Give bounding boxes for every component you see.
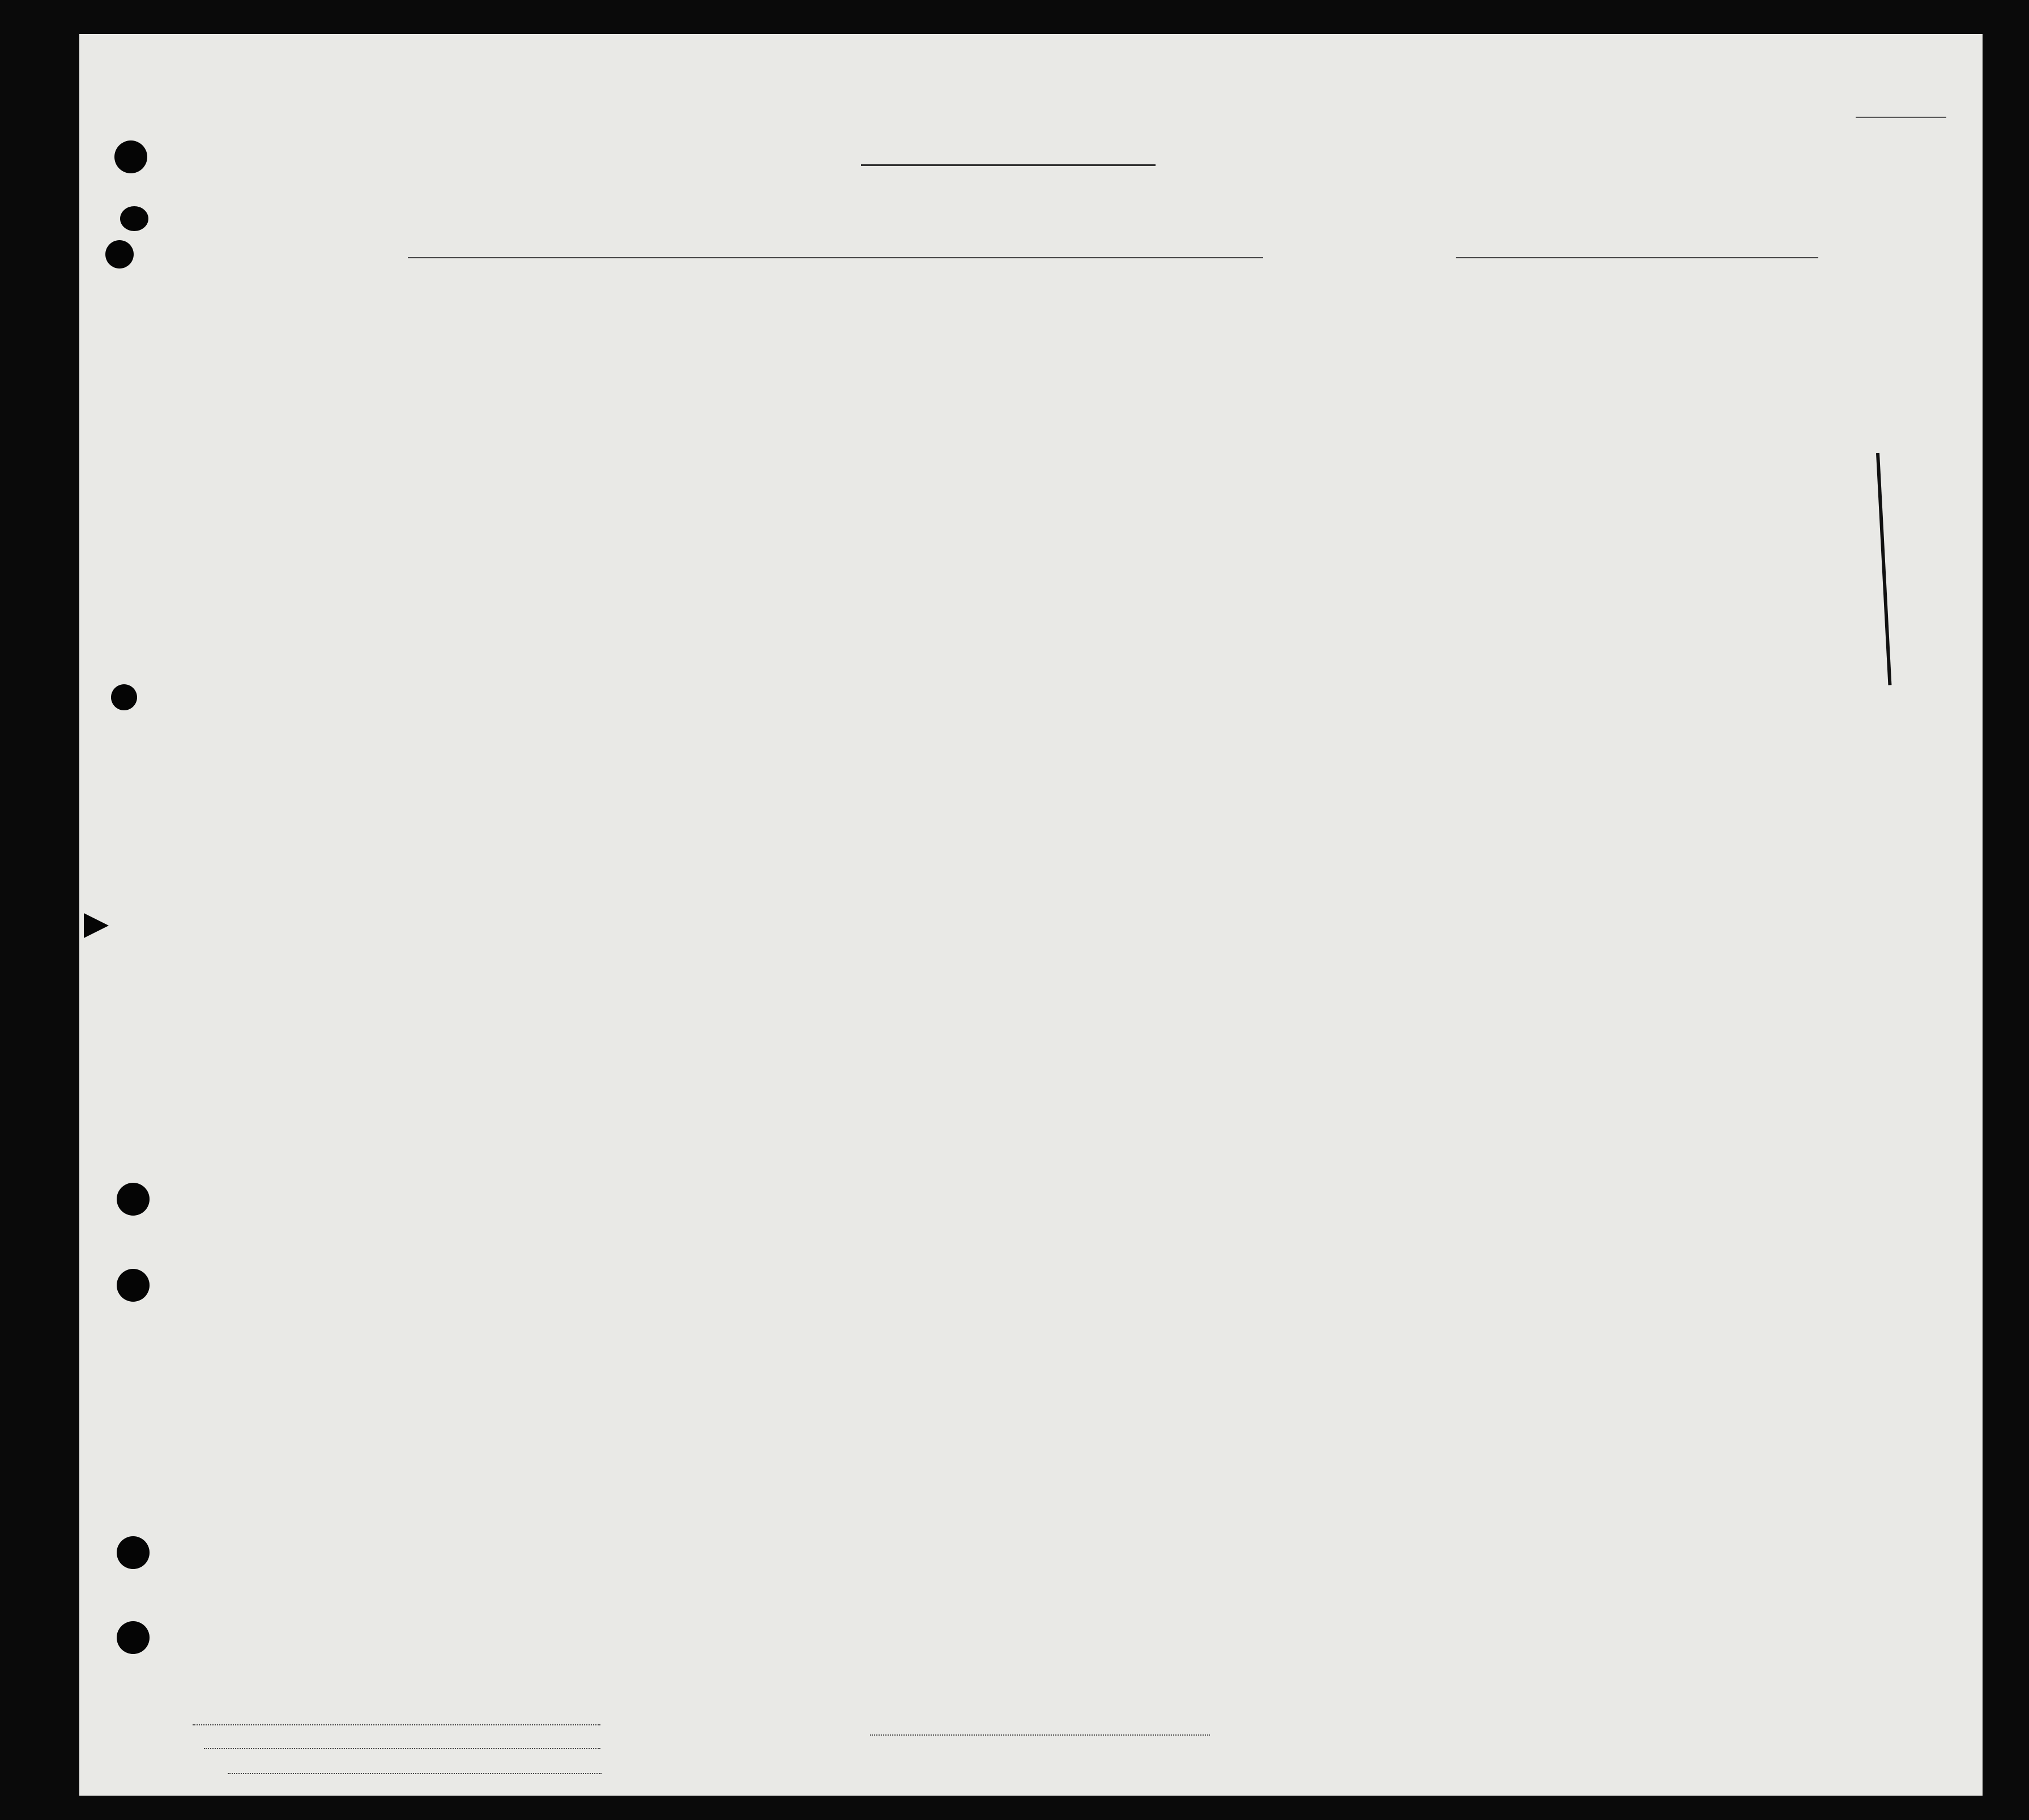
office-stamp <box>1144 717 1371 723</box>
